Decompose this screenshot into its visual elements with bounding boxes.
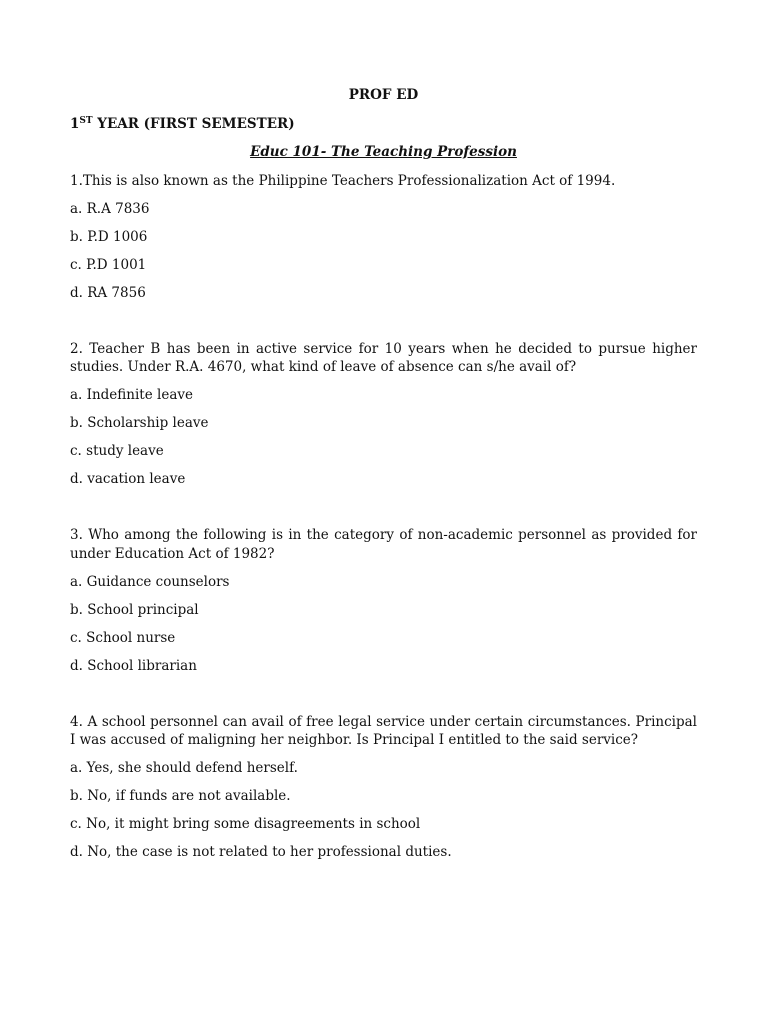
- option-d: d. School librarian: [70, 657, 197, 674]
- option-c: c. No, it might bring some disagreements in school: [70, 816, 421, 832]
- question-2: [70, 340, 697, 489]
- year-superscript: ST: [79, 115, 93, 126]
- option-c: c. study leave: [70, 443, 164, 459]
- document-page: [70, 86, 697, 871]
- year-label: YEAR (FIRST SEMESTER): [92, 115, 295, 132]
- option-a: a. Guidance counselors: [70, 573, 230, 590]
- option-b: b. School principal: [70, 601, 199, 618]
- option-d: d. RA 7856: [70, 284, 146, 301]
- option-d: d. No, the case is not related to her professional duties.: [70, 844, 452, 860]
- spacer: [70, 685, 697, 713]
- course-title: Educ 101- The Teaching Profession: [250, 144, 517, 160]
- question-4: [70, 713, 697, 862]
- option-a: a. Yes, she should defend herself.: [70, 760, 298, 776]
- option-a: a. R.A 7836: [70, 200, 150, 217]
- year-heading: [70, 115, 697, 134]
- page-title: PROF ED: [348, 87, 419, 103]
- option-b: b. P.D 1006: [70, 228, 148, 245]
- spacer: [70, 498, 697, 526]
- option-b: b. No, if funds are not available.: [70, 788, 291, 804]
- question-text: 3. Who among the following is in the category of non-academic personnel as provided for under Education Act of 1982?: [70, 527, 697, 562]
- question-3: [70, 526, 697, 675]
- option-d: d. vacation leave: [70, 471, 186, 487]
- option-c: c. P.D 1001: [70, 256, 147, 273]
- spacer: [70, 312, 697, 340]
- option-c: c. School nurse: [70, 629, 176, 646]
- question-text: 2. Teacher B has been in active service for 10 years when he decided to pursue higher studies. Under R.A. 4670, what kind of leave of absence can s/he avail of?: [70, 340, 697, 375]
- question-text: 1.This is also known as the Philippine Teachers Professionalization Act of 1994.: [70, 172, 616, 189]
- year-number: 1: [70, 115, 80, 132]
- option-b: b. Scholarship leave: [70, 415, 209, 431]
- question-text: 4. A school personnel can avail of free legal service under certain circumstances. Principal I was accused of maligning her neighbor. Is Principal I entitled to the said service?: [70, 713, 697, 748]
- question-1: [70, 172, 697, 303]
- option-a: a. Indefinite leave: [70, 387, 193, 403]
